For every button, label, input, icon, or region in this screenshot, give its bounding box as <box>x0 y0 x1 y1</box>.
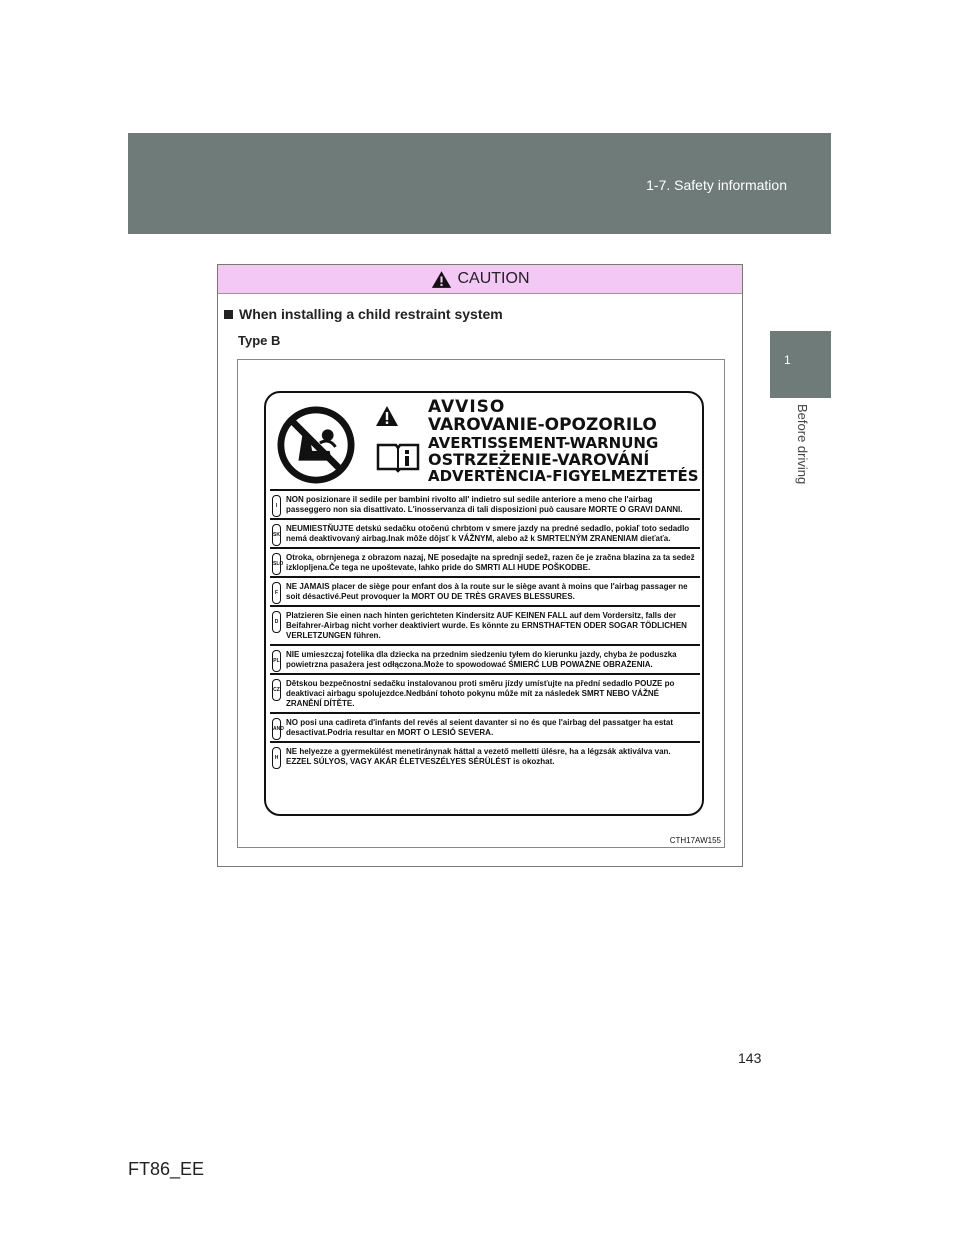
warning-text: Otroka, obrnjenega z obrazom nazaj, NE posedajte na sprednji sedež, razen če je zračna blazina za ta sedež izklopljena.Če tega ne upoštevate, lahko pride do SMRTI ALI HUDE POŠKODBE. <box>286 553 695 572</box>
warning-text: Platzieren Sie einen nach hinten gerichteten Kindersitz AUF KEINEN FALL auf dem Vordersitz, falls der Beifahrer-Airbag nicht vorher deaktiviert wurde. Es könnte zu ERNSTHAFTEN ODER SOGAR TÖDLICHEN VERLETZUNGEN führen. <box>286 611 687 640</box>
caution-box <box>217 264 743 867</box>
language-code: SK <box>272 524 281 546</box>
section-heading <box>224 306 503 322</box>
language-code: AND <box>272 718 281 740</box>
page-number: 143 <box>738 1050 762 1066</box>
warning-rows <box>270 489 700 770</box>
bullet-text: When installing a child restraint system <box>239 306 503 322</box>
warning-label-figure <box>237 359 725 848</box>
warning-text: NEUMIESTŇUJTE detskú sedačku otočenú chrbtom v smere jazdy na predné sedadlo, pokiaľ toto sedadlo nemá deaktivovaný airbag.Inak môže dôjsť k VÁŽNYM, alebo až k SMRTEĽNÝM ZRANENIAM dieťaťa. <box>286 524 690 543</box>
title-line: AVERTISSEMENT-WARNUNG <box>428 433 659 452</box>
warning-row <box>270 673 700 712</box>
language-code: D <box>272 611 281 633</box>
type-label: Type B <box>238 333 281 348</box>
warning-text: NON posizionare il sedile per bambini rivolto all' indietro sul sedile anteriore a meno che l'airbag passeggero non sia disattivato. L'inosservanza di tali disposizioni può causare MORTE O GRAVI DANNI. <box>286 495 683 514</box>
warning-row <box>270 489 700 518</box>
language-code: F <box>272 582 281 604</box>
language-code: H <box>272 747 281 769</box>
warning-text: NE helyezze a gyermekülést menetiránynak háttal a vezető melletti ülésre, ha a légzsák aktiválva van. EZZEL SÚLYOS, VAGY AKÁR ÉLETVESZÉLYES SÉRÜLÉST is okozhat. <box>286 747 671 766</box>
chapter-number: 1 <box>784 353 791 367</box>
header-band <box>128 133 831 234</box>
warning-row <box>270 605 700 644</box>
read-manual-icon <box>376 442 420 472</box>
warning-icon <box>431 270 452 289</box>
section-title: 1-7. Safety information <box>646 177 787 193</box>
warning-text: NE JAMAIS placer de siège pour enfant dos à la route sur le siège avant à moins que l'airbag passager ne soit désactivé.Peut provoquer la MORT OU DE TRÈS GRAVES BLESSURES. <box>286 582 688 601</box>
warning-text: NIE umieszczaj fotelika dla dziecka na przednim siedzeniu tyłem do kierunku jazdy, chyba że poduszka powietrzna pasażera jest odłączona.Może to spowodować ŚMIERĆ LUB POWAŻNE OBRAŻENIA. <box>286 650 677 669</box>
warning-row <box>270 644 700 673</box>
warning-row <box>270 547 700 576</box>
warning-titles <box>428 398 698 484</box>
warning-row <box>270 712 700 741</box>
caution-title: CAUTION <box>457 270 530 287</box>
language-code: CZ <box>272 679 281 701</box>
title-line: VAROVANIE-OPOZORILO <box>428 415 657 436</box>
language-code: SLO <box>272 553 281 575</box>
title-line: AVVISO <box>428 397 506 417</box>
language-code: PL <box>272 650 281 672</box>
no-rear-facing-child-seat-icon <box>277 406 355 484</box>
warning-row <box>270 518 700 547</box>
caution-header <box>218 265 742 294</box>
warning-row <box>270 741 700 770</box>
warning-text: Dětskou bezpečnostní sedačku instalovanou proti směru jízdy umísťujte na přední sedadlo POUZE po deaktivaci airbagu spolujezdce.Nedbání tohoto pokynu může mít za následek SMRT NEBO VÁŽNÉ ZRANĚNÍ DÍTĚTE. <box>286 679 675 708</box>
figure-code: CTH17AW155 <box>669 836 721 845</box>
document-code: FT86_EE <box>128 1159 205 1179</box>
warning-row <box>270 576 700 605</box>
title-line: ADVERTÈNCIA-FIGYELMEZTETÉS <box>428 467 699 486</box>
warning-triangle-icon <box>375 405 399 427</box>
language-code: I <box>272 495 281 517</box>
chapter-tab[interactable] <box>770 331 831 398</box>
chapter-label: Before driving <box>795 404 810 485</box>
bullet-square-icon <box>224 310 233 319</box>
title-line: OSTRZEŻENIE-VAROVÁNÍ <box>428 449 650 469</box>
warning-text: NO posi una cadireta d'infants del revés al seient davanter si no és que l'airbag del passatger ha estat desactivat.Podria resultar en MORT O LESIÓ SEVERA. <box>286 718 674 737</box>
airbag-warning-sticker <box>264 391 704 816</box>
